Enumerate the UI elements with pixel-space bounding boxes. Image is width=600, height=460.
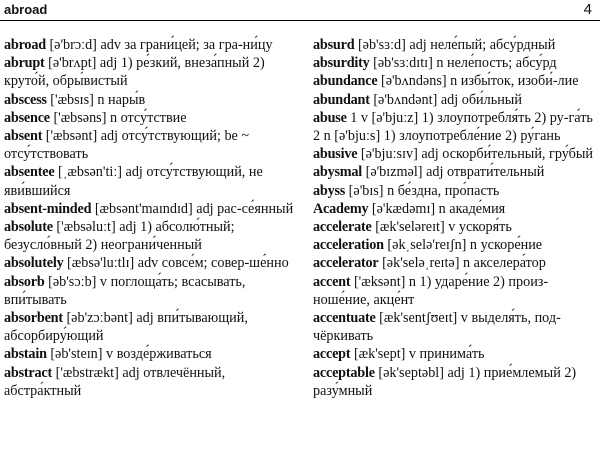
dictionary-entry bbox=[313, 182, 597, 200]
dictionary-entry bbox=[4, 54, 295, 90]
entry-definition: ['æbstrækt] adj отвлечённый, абстра́ктный bbox=[4, 364, 226, 399]
entry-definition: [æbsənt'maɪndɪd] adj рас-се́янный bbox=[94, 200, 294, 217]
entry-headword: accelerator bbox=[313, 255, 379, 272]
entry-definition: ['æbsənt] adj отсу́тствующий; be ~ отсу́тствовать bbox=[4, 128, 250, 163]
entry-definition: ['æbsɪs] n нары́в bbox=[50, 91, 146, 108]
entry-definition: [ə'bjuːsɪv] adj оскорби́тельный, гру́бый bbox=[360, 146, 593, 163]
entry-definition: [ə'brɔːd] adv за грани́цей; за гра-ни́цу bbox=[49, 37, 273, 53]
dictionary-entry bbox=[313, 273, 597, 309]
entry-headword: abroad bbox=[4, 37, 46, 53]
dictionary-entry bbox=[313, 91, 597, 109]
entry-definition: [əb'sɔːb] v поглоща́ть; всасывать, впи́тывать bbox=[4, 273, 246, 308]
left-column bbox=[4, 36, 295, 400]
entry-definition: [æbsə'luːtlɪ] adv совсе́м; совер-ше́нно bbox=[67, 255, 289, 272]
entry-definition: [əb'zɔːbənt] adj впи́тывающий, абсорбиру́ющий bbox=[4, 310, 248, 345]
entry-headword: accept bbox=[313, 346, 351, 363]
page-header bbox=[0, 0, 600, 22]
entry-headword: abstain bbox=[4, 346, 47, 363]
right-column bbox=[313, 36, 597, 400]
dictionary-entry bbox=[313, 254, 597, 272]
entry-headword: abstract bbox=[4, 364, 53, 381]
entry-headword: absorb bbox=[4, 273, 45, 290]
header-rule bbox=[0, 20, 600, 21]
entry-definition: [əb'sɜːdɪtɪ] n неле́пость; абсу́рд bbox=[373, 55, 557, 72]
entry-headword: accent bbox=[313, 273, 351, 290]
entry-definition: [æk'sentʃʊeɪt] v выделя́ть, под-чёркивать bbox=[313, 310, 561, 345]
dictionary-entry bbox=[313, 364, 597, 400]
entry-definition: [ə'kædəmɪ] n акаде́мия bbox=[371, 200, 506, 217]
entry-definition: [əb'sɜːd] adj неле́пый; абсу́рдный bbox=[357, 37, 556, 53]
entry-headword: absurd bbox=[313, 37, 355, 53]
dictionary-entry bbox=[313, 309, 597, 345]
entry-definition: ['æbsəluːt] adj 1) абсолю́тный; безусло́вный 2) неограни́ченный bbox=[4, 219, 235, 254]
dictionary-entry bbox=[313, 145, 597, 163]
entry-definition: [ˌæbsən'tiː] adj отсу́тствующий, не яви́вшийся bbox=[4, 164, 263, 199]
dictionary-entry bbox=[313, 200, 597, 218]
dictionary-entry bbox=[4, 200, 295, 218]
dictionary-entry bbox=[4, 273, 295, 309]
entry-definition: [ək'septəbl] adj 1) прие́млемый 2) разу́мный bbox=[313, 364, 577, 399]
entry-headword: abundance bbox=[313, 73, 378, 90]
entry-headword: absence bbox=[4, 109, 50, 126]
entry-definition: [ək'seləˌreɪtə] n акселера́тор bbox=[382, 255, 546, 272]
dictionary-entry bbox=[4, 109, 295, 127]
entry-headword: abuse bbox=[313, 109, 347, 126]
entry-definition: 1 v [ə'bjuːz] 1) злоупотребля́ть 2) ру-га́ть 2 n [ə'bjuːs] 1) злоупотребле́ние 2) ру́гань bbox=[313, 109, 593, 145]
dictionary-entry bbox=[313, 54, 597, 72]
running-head: abroad bbox=[4, 2, 48, 17]
entry-headword: absorbent bbox=[4, 310, 63, 327]
entry-definition: [ə'bɪzməl] adj отврати́тельный bbox=[365, 164, 545, 181]
dictionary-entry bbox=[4, 36, 295, 54]
page-number: 4 bbox=[583, 1, 592, 18]
entry-headword: abundant bbox=[313, 91, 370, 108]
entry-definition: [æk'seləreɪt] v ускоря́ть bbox=[375, 219, 512, 236]
entry-headword: abysmal bbox=[313, 164, 363, 181]
entry-definition: [ə'bʌndənt] adj оби́льный bbox=[373, 91, 522, 108]
entry-headword: abusive bbox=[313, 146, 358, 163]
dictionary-entry bbox=[4, 163, 295, 199]
entry-headword: acceleration bbox=[313, 237, 384, 254]
entry-headword: absurdity bbox=[313, 55, 370, 72]
dictionary-entry bbox=[4, 345, 295, 363]
dictionary-entry bbox=[313, 163, 597, 181]
dictionary-entry bbox=[313, 218, 597, 236]
entry-headword: accentuate bbox=[313, 310, 376, 327]
entry-headword: absent bbox=[4, 128, 43, 145]
entry-headword: absentee bbox=[4, 164, 55, 181]
entry-definition: [əb'steɪn] v возде́рживаться bbox=[50, 346, 212, 363]
entry-definition: [ə'brʌpt] adj 1) ре́зкий, внеза́пный 2) круто́й, обры́вистый bbox=[4, 55, 265, 90]
entry-definition: [ə'bɪs] n бе́здна, про́пасть bbox=[348, 182, 500, 199]
entry-headword: acceptable bbox=[313, 364, 375, 381]
dictionary-entry bbox=[313, 345, 597, 363]
entry-headword: abrupt bbox=[4, 55, 45, 72]
entry-definition: ['æbsəns] n отсу́тствие bbox=[53, 109, 187, 126]
entry-definition: [æk'sept] v принима́ть bbox=[353, 346, 485, 363]
dictionary-entry bbox=[313, 236, 597, 254]
dictionary-entry bbox=[4, 309, 295, 345]
dictionary-entry bbox=[4, 364, 295, 400]
entry-definition: [ə'bʌndəns] n избы́ток, изоби́-лие bbox=[380, 73, 579, 90]
entry-headword: absent-minded bbox=[4, 200, 92, 217]
entry-definition: ['æksənt] n 1) ударе́ние 2) произ-ноше́ние, акце́нт bbox=[313, 273, 549, 308]
dictionary-entry bbox=[313, 36, 597, 54]
dictionary-entry bbox=[4, 127, 295, 163]
dictionary-entry bbox=[313, 72, 597, 90]
entry-headword: accelerate bbox=[313, 219, 372, 236]
entry-headword: Academy bbox=[313, 200, 369, 217]
entry-definition: [əkˌselə'reɪʃn] n ускоре́ние bbox=[387, 237, 543, 254]
entry-headword: absolutely bbox=[4, 255, 64, 272]
dictionary-entry bbox=[4, 218, 295, 254]
dictionary-entry bbox=[4, 254, 295, 272]
dictionary-entry bbox=[4, 91, 295, 109]
entry-headword: absolute bbox=[4, 219, 53, 236]
entry-headword: abscess bbox=[4, 91, 47, 108]
entry-headword: abyss bbox=[313, 182, 346, 199]
dictionary-entry bbox=[313, 109, 597, 145]
